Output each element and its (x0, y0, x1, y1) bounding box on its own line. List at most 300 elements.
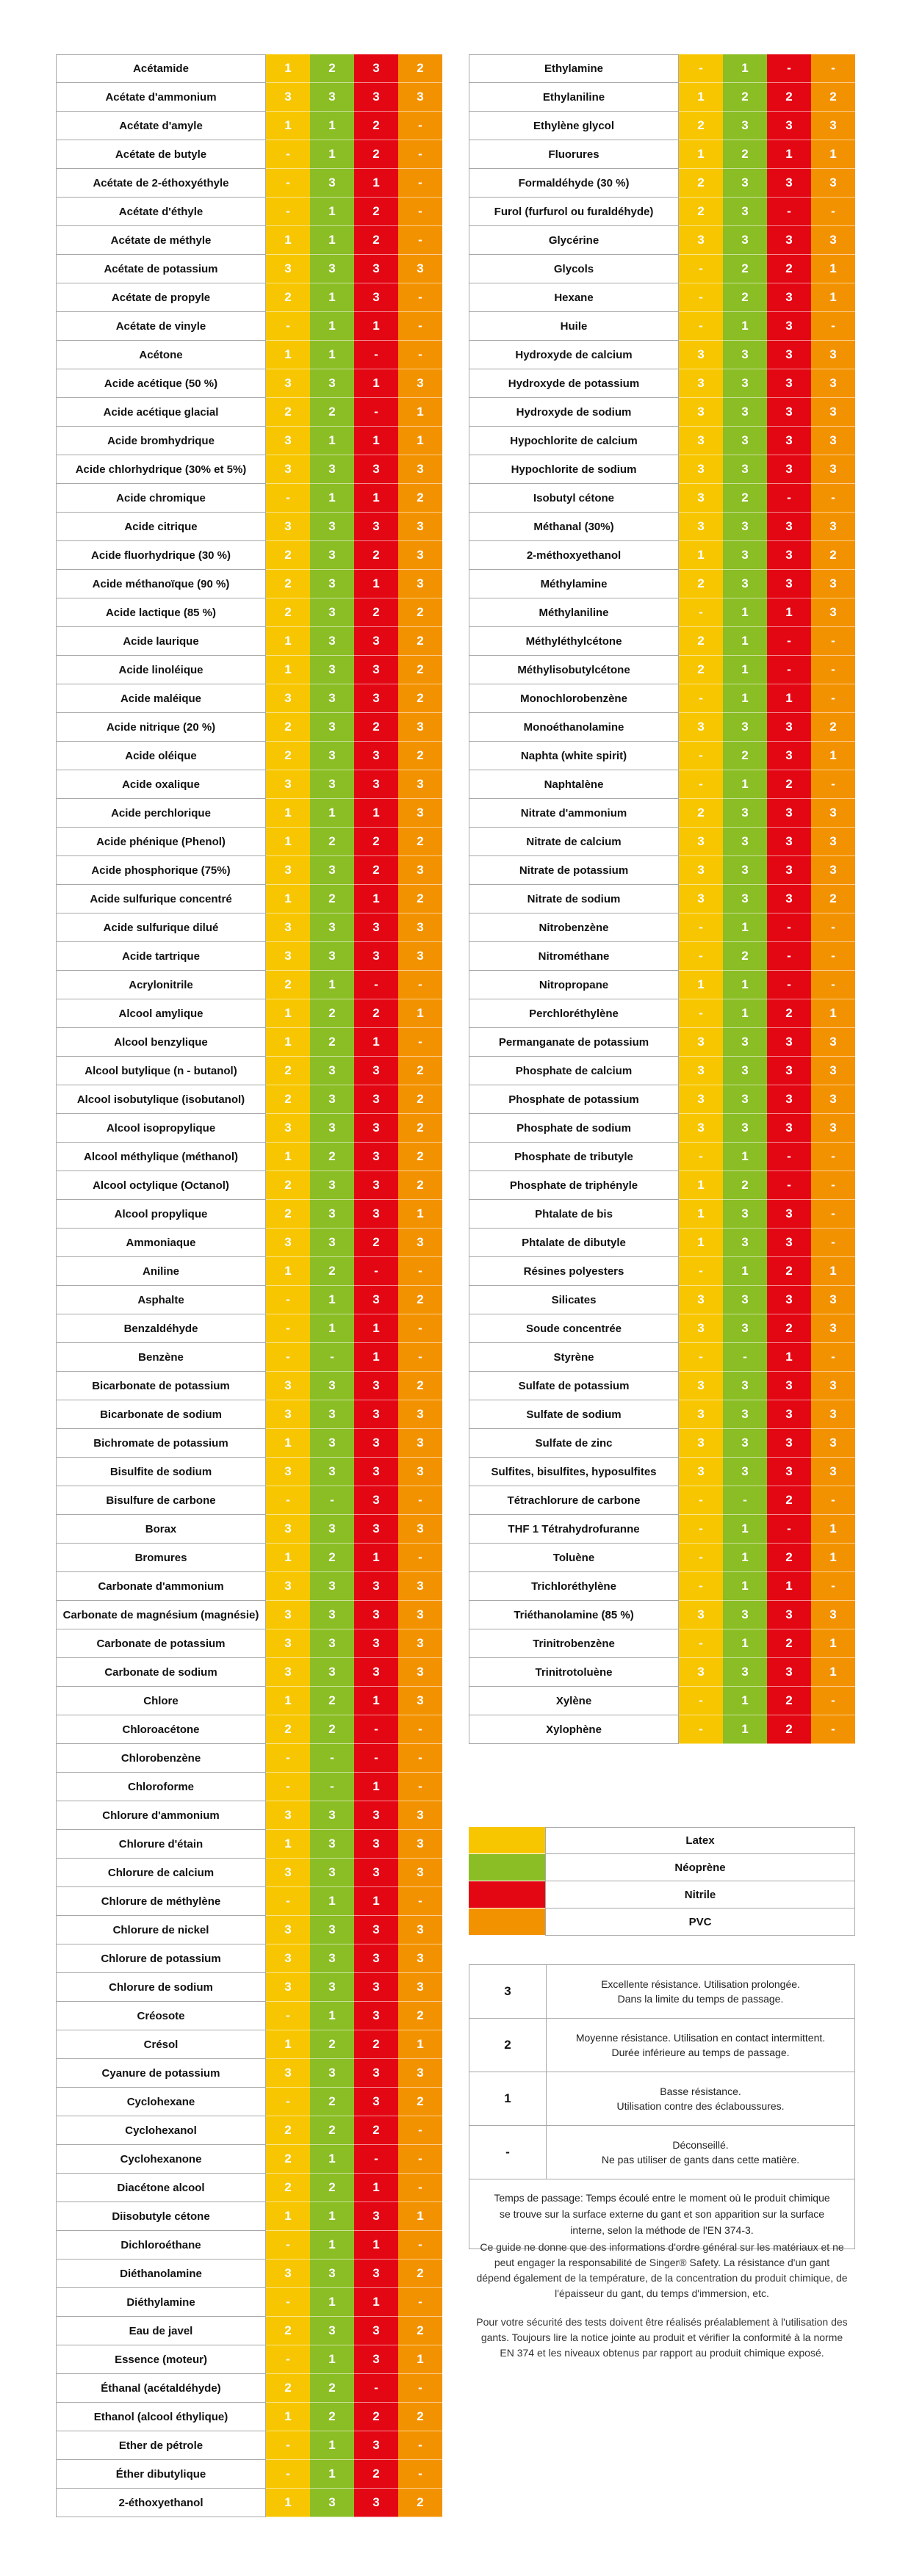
rating-pvc: 3 (811, 1458, 855, 1486)
rating-latex: 2 (266, 1057, 310, 1085)
rating-nitrile: - (767, 942, 811, 971)
rating-latex: 3 (679, 1400, 723, 1429)
rating-nitrile: 3 (767, 1085, 811, 1114)
rating-neoprene: 2 (723, 484, 767, 513)
chemical-name: Acétate d'ammonium (56, 83, 266, 112)
rating-neoprene: 3 (310, 770, 354, 799)
rating-neoprene: 2 (310, 1544, 354, 1572)
rating-nitrile: 3 (767, 1400, 811, 1429)
chemical-name: Triéthanolamine (85 %) (469, 1601, 679, 1629)
rating-neoprene: 3 (310, 742, 354, 770)
rating-neoprene: 1 (310, 112, 354, 140)
rating-neoprene: 3 (310, 513, 354, 541)
rating-neoprene: 1 (310, 341, 354, 369)
rating-latex: 3 (679, 398, 723, 427)
rating-pvc: - (398, 112, 442, 140)
rating-pvc: 3 (811, 856, 855, 885)
chemical-name: Phosphate de sodium (469, 1114, 679, 1143)
rating-neoprene: 3 (723, 398, 767, 427)
chemical-name: Nitrate de potassium (469, 856, 679, 885)
rating-latex: 2 (266, 570, 310, 598)
chemical-name: Aniline (56, 1257, 266, 1286)
rating-nitrile: 3 (767, 1458, 811, 1486)
rating-latex: - (679, 1687, 723, 1715)
rating-latex: 2 (266, 2145, 310, 2174)
chemical-name: Acide bromhydrique (56, 427, 266, 455)
rating-neoprene: 3 (723, 513, 767, 541)
rating-neoprene: 3 (310, 856, 354, 885)
rating-nitrile: 3 (354, 2431, 398, 2460)
chemical-name: Acide nitrique (20 %) (56, 713, 266, 742)
chemical-row (469, 398, 855, 427)
rating-pvc: - (398, 1257, 442, 1286)
chemical-row (56, 312, 442, 341)
rating-latex: - (679, 770, 723, 799)
chemical-row (56, 1859, 442, 1887)
rating-nitrile: 1 (354, 2288, 398, 2317)
rating-pvc: 1 (811, 1629, 855, 1658)
chemical-name: Acide citrique (56, 513, 266, 541)
rating-latex: 1 (266, 885, 310, 913)
rating-neoprene: 3 (723, 1229, 767, 1257)
rating-pvc: 2 (398, 2317, 442, 2345)
chemical-row (469, 255, 855, 283)
rating-pvc: 1 (811, 999, 855, 1028)
chemical-name: Diisobutyle cétone (56, 2202, 266, 2231)
chemical-name: Acide laurique (56, 627, 266, 656)
rating-neoprene: 3 (310, 1200, 354, 1229)
rating-neoprene: 3 (310, 713, 354, 742)
rating-latex: 2 (266, 398, 310, 427)
chemical-row (56, 1143, 442, 1171)
rating-pvc: 2 (398, 2088, 442, 2116)
rating-neoprene: - (723, 1343, 767, 1372)
rating-pvc: - (398, 2231, 442, 2260)
chemical-row (469, 484, 855, 513)
chemical-row (56, 341, 442, 369)
chemical-name: Chlorure de nickel (56, 1916, 266, 1944)
chemical-name: Acide phosphorique (75%) (56, 856, 266, 885)
chemical-row (56, 1773, 442, 1801)
rating-nitrile: 2 (767, 770, 811, 799)
chemical-name: Chlorure de calcium (56, 1859, 266, 1887)
rating-neoprene: 1 (723, 1515, 767, 1544)
rating-latex: 3 (266, 1372, 310, 1400)
disclaimer (476, 2240, 848, 2374)
rating-neoprene: 3 (310, 1400, 354, 1429)
rating-nitrile: 2 (354, 2030, 398, 2059)
rating-nitrile: 3 (354, 1801, 398, 1830)
rating-neoprene: 3 (723, 1200, 767, 1229)
rating-latex: 3 (266, 1400, 310, 1429)
chemical-row (469, 856, 855, 885)
rating-pvc: 3 (398, 799, 442, 828)
chemical-row (469, 1715, 855, 1744)
chemical-name: Bromures (56, 1544, 266, 1572)
chemical-name: Soude concentrée (469, 1314, 679, 1343)
rating-pvc: 1 (811, 1658, 855, 1687)
chemical-row (56, 2059, 442, 2088)
chemical-name: Alcool propylique (56, 1200, 266, 1229)
chemical-row (469, 1429, 855, 1458)
rating-pvc: 3 (398, 1515, 442, 1544)
rating-latex: - (679, 1143, 723, 1171)
rating-pvc: 2 (398, 2002, 442, 2030)
rating-latex: 3 (266, 427, 310, 455)
rating-pvc: - (811, 54, 855, 83)
rating-latex: 3 (266, 1801, 310, 1830)
rating-nitrile: 3 (767, 570, 811, 598)
rating-latex: 2 (266, 2116, 310, 2145)
rating-neoprene: 3 (723, 1114, 767, 1143)
rating-latex: - (266, 169, 310, 198)
rating-pvc: 2 (398, 1085, 442, 1114)
rating-pvc: 3 (398, 513, 442, 541)
rating-latex: - (679, 598, 723, 627)
rating-latex: 3 (679, 341, 723, 369)
chemical-row (469, 226, 855, 255)
rating-neoprene: 2 (723, 140, 767, 169)
chemical-row (469, 1515, 855, 1544)
chemical-name: Acétate de propyle (56, 283, 266, 312)
rating-neoprene: 3 (723, 1286, 767, 1314)
rating-nitrile: 3 (354, 942, 398, 971)
chemical-row (56, 1515, 442, 1544)
rating-pvc: 2 (398, 484, 442, 513)
chemical-row (56, 2088, 442, 2116)
rating-neoprene: 3 (310, 2317, 354, 2345)
rating-nitrile: 2 (354, 713, 398, 742)
rating-nitrile: 3 (354, 1859, 398, 1887)
rating-nitrile: 3 (354, 684, 398, 713)
chemical-name: Acrylonitrile (56, 971, 266, 999)
rating-pvc: 3 (811, 427, 855, 455)
rating-nitrile: - (767, 198, 811, 226)
chemical-row (469, 1171, 855, 1200)
chemical-row (469, 1486, 855, 1515)
chemical-row (56, 226, 442, 255)
chemical-row (56, 1028, 442, 1057)
chemical-row (56, 856, 442, 885)
rating-latex: - (266, 2431, 310, 2460)
rating-neoprene: 3 (723, 1429, 767, 1458)
rating-nitrile: 3 (354, 1572, 398, 1601)
rating-pvc: 2 (398, 885, 442, 913)
legend-label-neoprene: Néoprène (545, 1854, 855, 1881)
rating-neoprene: 1 (723, 656, 767, 684)
chemical-name: Styrène (469, 1343, 679, 1372)
rating-latex: - (266, 312, 310, 341)
rating-nitrile: 2 (767, 83, 811, 112)
chemical-name: Monoéthanolamine (469, 713, 679, 742)
rating-latex: 2 (266, 283, 310, 312)
chemical-name: Alcool amylique (56, 999, 266, 1028)
chemical-name: Phosphate de triphényle (469, 1171, 679, 1200)
chemical-row (56, 2288, 442, 2317)
rating-latex: 1 (266, 828, 310, 856)
rating-latex: 3 (266, 1658, 310, 1687)
rating-neoprene: - (310, 1343, 354, 1372)
rating-latex: 1 (266, 1257, 310, 1286)
rating-pvc: 2 (398, 1057, 442, 1085)
chemical-row (56, 1486, 442, 1515)
rating-pvc: - (811, 913, 855, 942)
rating-nitrile: 2 (354, 112, 398, 140)
rating-latex: 1 (266, 226, 310, 255)
rating-neoprene: 3 (310, 255, 354, 283)
chemical-row (469, 1114, 855, 1143)
rating-neoprene: 1 (723, 1257, 767, 1286)
rating-nitrile: - (767, 54, 811, 83)
chemical-name: Asphalte (56, 1286, 266, 1314)
chemical-row (469, 1544, 855, 1572)
chemical-name: Acétate d'éthyle (56, 198, 266, 226)
chemical-name: Nitrobenzène (469, 913, 679, 942)
rating-nitrile: 3 (354, 1400, 398, 1429)
rating-nitrile: 3 (354, 1486, 398, 1515)
rating-pvc: 2 (398, 742, 442, 770)
rating-pvc: 1 (398, 2202, 442, 2231)
chemical-name: Nitrate de calcium (469, 828, 679, 856)
chemical-name: Fluorures (469, 140, 679, 169)
chemical-row (56, 2260, 442, 2288)
chemical-row (56, 1601, 442, 1629)
rating-latex: 1 (266, 1429, 310, 1458)
chemical-name: Sulfites, bisulfites, hyposulfites (469, 1458, 679, 1486)
chemical-row (56, 828, 442, 856)
rating-nitrile: 3 (767, 1028, 811, 1057)
chemical-name: Silicates (469, 1286, 679, 1314)
rating-neoprene: 3 (310, 656, 354, 684)
chemical-name: Naphtalène (469, 770, 679, 799)
rating-neoprene: 2 (310, 398, 354, 427)
chemical-row (56, 570, 442, 598)
rating-neoprene: 3 (310, 598, 354, 627)
rating-latex: 3 (679, 1286, 723, 1314)
chemical-name: Hydroxyde de sodium (469, 398, 679, 427)
rating-neoprene: 3 (723, 369, 767, 398)
rating-nitrile: 3 (767, 226, 811, 255)
rating-latex: - (679, 255, 723, 283)
rating-nitrile: 3 (767, 513, 811, 541)
rating-nitrile: 3 (767, 1658, 811, 1687)
rating-latex: - (679, 283, 723, 312)
chemical-name: Chlorure de méthylène (56, 1887, 266, 1916)
rating-neoprene: 2 (310, 54, 354, 83)
chemical-name: Ethanol (alcool éthylique) (56, 2403, 266, 2431)
breakthrough-time-note: Temps de passage: Temps écoulé entre le moment où le produit chimique se trouve sur la surface externe du gant et son apparition sur la surface interne, selon la méthode de l'EN 374-3. (494, 2192, 830, 2236)
chemical-row (469, 684, 855, 713)
rating-nitrile: - (354, 1257, 398, 1286)
chemical-row (56, 54, 442, 83)
chemical-name: Acide sulfurique dilué (56, 913, 266, 942)
rating-latex: - (266, 1314, 310, 1343)
rating-nitrile: 1 (354, 1687, 398, 1715)
chemical-name: Xylène (469, 1687, 679, 1715)
rating-neoprene: 1 (723, 684, 767, 713)
rating-nitrile: 3 (354, 2088, 398, 2116)
rating-latex: - (266, 1343, 310, 1372)
rating-neoprene: 3 (310, 627, 354, 656)
rating-latex: - (266, 1744, 310, 1773)
rating-pvc: 3 (811, 1286, 855, 1314)
chemical-row (469, 541, 855, 570)
chemical-row (56, 1372, 442, 1400)
legend-row-neoprene (469, 1854, 855, 1881)
chemical-name: Alcool octylique (Octanol) (56, 1171, 266, 1200)
rating-latex: - (679, 742, 723, 770)
chemical-row (56, 999, 442, 1028)
scale-desc-line: Dans la limite du temps de passage. (617, 1993, 784, 2005)
rating-neoprene: 3 (310, 942, 354, 971)
rating-pvc: 1 (398, 1200, 442, 1229)
scale-desc-line: Déconseillé. (672, 2139, 729, 2151)
rating-nitrile: 3 (354, 1171, 398, 1200)
rating-latex: 1 (266, 1028, 310, 1057)
rating-nitrile: 3 (354, 2202, 398, 2231)
rating-latex: 3 (679, 1372, 723, 1400)
rating-pvc: 3 (398, 2059, 442, 2088)
rating-latex: 1 (266, 1143, 310, 1171)
rating-pvc: 3 (398, 1429, 442, 1458)
chemical-row (56, 1257, 442, 1286)
rating-latex: - (679, 913, 723, 942)
rating-nitrile: 3 (767, 713, 811, 742)
rating-nitrile: - (767, 627, 811, 656)
rating-pvc: 3 (398, 1572, 442, 1601)
chemical-name: Benzène (56, 1343, 266, 1372)
rating-latex: 3 (679, 484, 723, 513)
chemical-name: Chlorure d'ammonium (56, 1801, 266, 1830)
chemical-row (469, 140, 855, 169)
chemical-row (56, 1830, 442, 1859)
chemical-name: Carbonate de magnésium (magnésie) (56, 1601, 266, 1629)
chemical-name: Cyclohexanol (56, 2116, 266, 2145)
rating-nitrile: 1 (767, 140, 811, 169)
rating-nitrile: 3 (767, 112, 811, 140)
chemical-name: Sulfate de potassium (469, 1372, 679, 1400)
rating-latex: - (266, 2002, 310, 2030)
rating-latex: - (266, 2231, 310, 2260)
rating-nitrile: 3 (767, 1286, 811, 1314)
rating-latex: 2 (679, 112, 723, 140)
rating-nitrile: 3 (767, 455, 811, 484)
rating-neoprene: 1 (310, 2460, 354, 2489)
rating-pvc: 1 (398, 427, 442, 455)
rating-neoprene: - (310, 1773, 354, 1801)
chemical-row (469, 1286, 855, 1314)
chemical-name: Nitrométhane (469, 942, 679, 971)
rating-neoprene: 2 (310, 1687, 354, 1715)
rating-nitrile: 3 (767, 1229, 811, 1257)
chemical-row (56, 1200, 442, 1229)
scale-description (547, 1965, 854, 2018)
rating-latex: 1 (266, 1544, 310, 1572)
rating-latex: 2 (679, 570, 723, 598)
rating-pvc: 3 (811, 1372, 855, 1400)
rating-neoprene: 3 (310, 913, 354, 942)
rating-neoprene: - (310, 1486, 354, 1515)
chemical-row (469, 1687, 855, 1715)
rating-nitrile: 3 (354, 283, 398, 312)
rating-latex: - (266, 1486, 310, 1515)
chemical-row (56, 1572, 442, 1601)
scale-desc-line: Moyenne résistance. Utilisation en contact intermittent. (575, 2032, 826, 2044)
rating-nitrile: 3 (354, 83, 398, 112)
scale-key: 3 (469, 1965, 547, 2018)
rating-pvc: - (398, 2431, 442, 2460)
chemical-table-right (469, 54, 855, 1744)
rating-pvc: 3 (398, 1830, 442, 1859)
rating-latex: 2 (679, 169, 723, 198)
rating-nitrile: 1 (354, 484, 398, 513)
rating-latex: 3 (679, 828, 723, 856)
chemical-name: Carbonate d'ammonium (56, 1572, 266, 1601)
scale-key: 2 (469, 2019, 547, 2072)
rating-nitrile: 1 (354, 1343, 398, 1372)
chemical-name: Chlorure de sodium (56, 1973, 266, 2002)
rating-pvc: 3 (398, 913, 442, 942)
chemical-row (56, 913, 442, 942)
rating-latex: 1 (266, 627, 310, 656)
chemical-name: Chloroforme (56, 1773, 266, 1801)
rating-latex: 3 (266, 255, 310, 283)
chemical-name: THF 1 Tétrahydrofuranne (469, 1515, 679, 1544)
rating-neoprene: 3 (723, 1085, 767, 1114)
rating-neoprene: 3 (723, 1400, 767, 1429)
rating-latex: 1 (266, 2030, 310, 2059)
rating-neoprene: 1 (310, 140, 354, 169)
rating-nitrile: 2 (354, 2116, 398, 2145)
chemical-row (56, 942, 442, 971)
chemical-name: Hexane (469, 283, 679, 312)
rating-pvc: 3 (398, 1458, 442, 1486)
rating-nitrile: 3 (767, 742, 811, 770)
rating-latex: - (679, 312, 723, 341)
rating-latex: 2 (266, 1085, 310, 1114)
rating-latex: 2 (679, 198, 723, 226)
rating-latex: 3 (266, 856, 310, 885)
rating-latex: 3 (679, 226, 723, 255)
chemical-name: Acétate de méthyle (56, 226, 266, 255)
rating-nitrile: - (767, 1515, 811, 1544)
rating-neoprene: 2 (723, 742, 767, 770)
rating-latex: 3 (679, 1458, 723, 1486)
rating-nitrile: 3 (354, 1143, 398, 1171)
scale-description (547, 2126, 854, 2179)
rating-neoprene: 3 (723, 1458, 767, 1486)
chemical-row (56, 1744, 442, 1773)
chemical-name: Acétate de 2-éthoxyéthyle (56, 169, 266, 198)
rating-pvc: 1 (398, 2030, 442, 2059)
legend-row-pvc (469, 1909, 855, 1936)
rating-latex: - (266, 2345, 310, 2374)
rating-pvc: 3 (398, 1859, 442, 1887)
rating-pvc: 3 (811, 369, 855, 398)
rating-latex: 1 (266, 2202, 310, 2231)
rating-pvc: 1 (811, 1544, 855, 1572)
rating-nitrile: 3 (354, 2345, 398, 2374)
scale-desc-line: Excellente résistance. Utilisation prolongée. (601, 1978, 800, 1990)
chemical-name: Méthylamine (469, 570, 679, 598)
chemical-row (469, 1143, 855, 1171)
chemical-row (56, 2202, 442, 2231)
scale-key: - (469, 2126, 547, 2179)
rating-neoprene: 2 (310, 2030, 354, 2059)
rating-nitrile: - (767, 484, 811, 513)
rating-neoprene: 2 (310, 1028, 354, 1057)
chemical-row (56, 198, 442, 226)
